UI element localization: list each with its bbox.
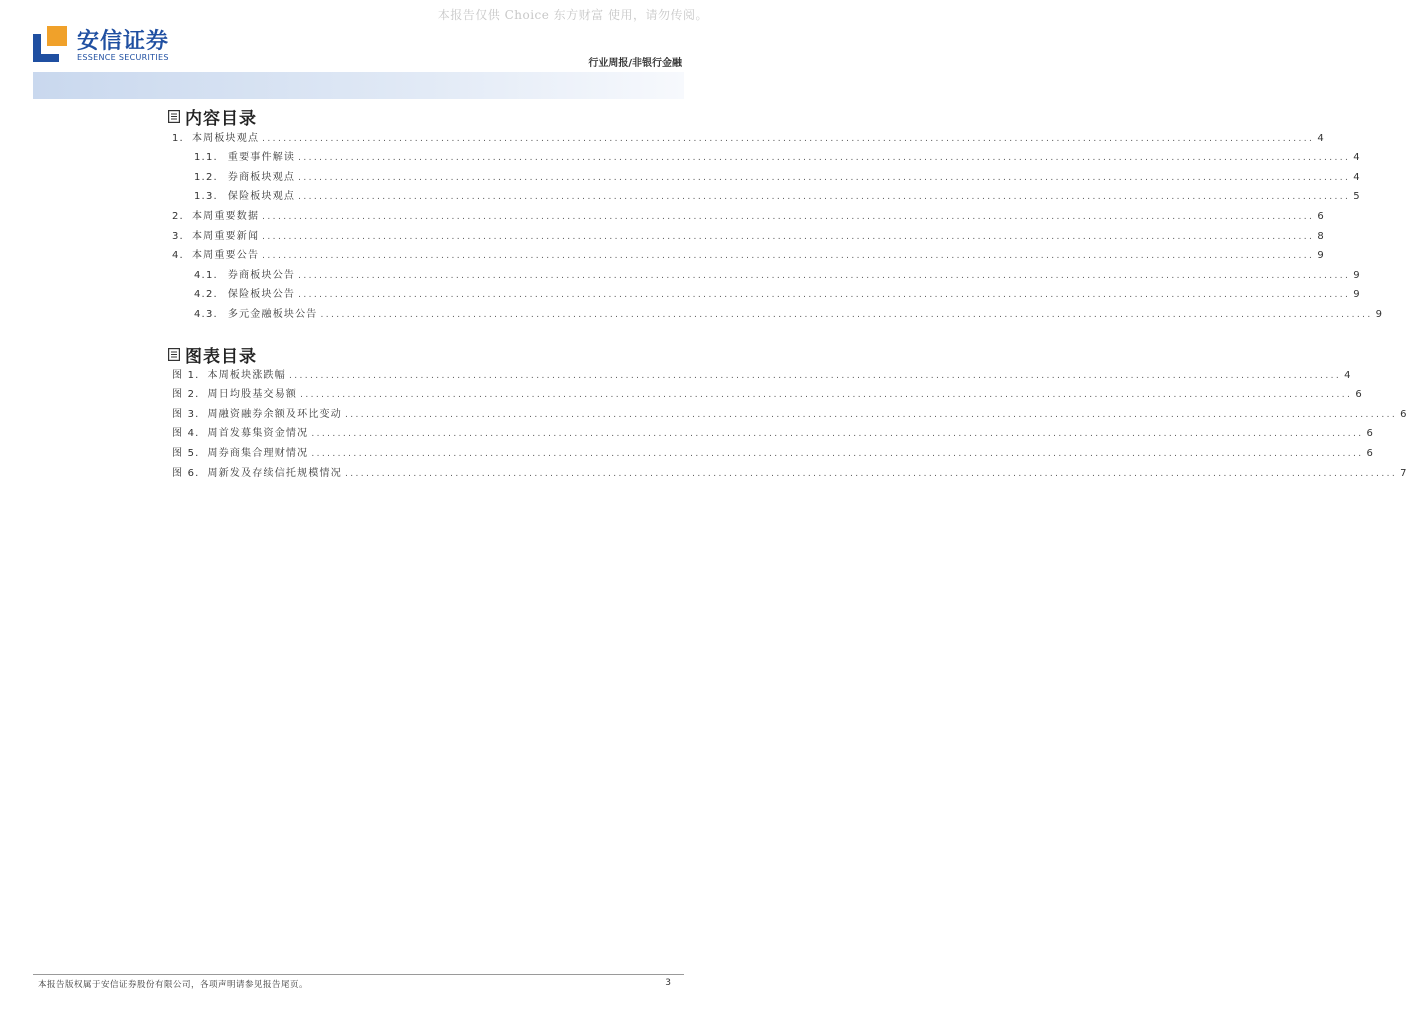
toc-entry-number: 图 6. bbox=[172, 467, 200, 479]
toc-entry-title: 本周重要公告 bbox=[191, 250, 260, 262]
toc-entry-title: 本周重要数据 bbox=[191, 210, 260, 222]
list-icon bbox=[168, 110, 180, 123]
footer-disclaimer: 本报告版权属于安信证券股份有限公司，各项声明请参见报告尾页。 bbox=[38, 980, 309, 990]
toc-entry-title: 周首发募集资金情况 bbox=[207, 428, 309, 440]
toc-entry-title: 周新发及存续信托规模情况 bbox=[207, 467, 342, 479]
toc-entry-page: 9 bbox=[1353, 269, 1360, 281]
toc-entry-number: 2. bbox=[172, 210, 184, 222]
toc-entry-page: 6 bbox=[1317, 210, 1324, 222]
toc-dot-leader: ........................................................................................................................................................................................................ bbox=[262, 133, 1315, 144]
toc-entry-page: 4 bbox=[1317, 132, 1324, 144]
contents-title: 内容目录 bbox=[185, 109, 257, 129]
footer-divider bbox=[33, 974, 684, 975]
toc-entry-page: 6 bbox=[1366, 447, 1373, 459]
figure-entry[interactable] bbox=[172, 422, 1373, 442]
figures-list bbox=[172, 363, 1406, 481]
toc-entry-page: 9 bbox=[1375, 308, 1383, 320]
toc-entry-title: 重要事件解读 bbox=[227, 152, 296, 164]
toc-dot-leader: ........................................................................................................................................................................................................ bbox=[300, 390, 1353, 401]
toc-entry-number: 图 2. bbox=[172, 389, 200, 401]
toc-entry-page: 7 bbox=[1400, 467, 1406, 479]
toc-entry-title: 券商板块观点 bbox=[227, 171, 296, 183]
figure-entry[interactable] bbox=[172, 383, 1362, 403]
toc-entry-number: 4.1. bbox=[194, 269, 218, 281]
toc-entry-number: 4.3. bbox=[194, 308, 218, 320]
toc-entry-number: 1.1. bbox=[194, 152, 218, 164]
report-type-label: 行业周报/非银行金融 bbox=[588, 58, 682, 69]
toc-entry-page: 6 bbox=[1355, 389, 1362, 401]
toc-entry-page: 6 bbox=[1366, 428, 1373, 440]
toc-entry[interactable] bbox=[172, 224, 1324, 244]
brand-name-en: ESSENCE SECURITIES bbox=[77, 53, 169, 62]
toc-entry-title: 周日均股基交易额 bbox=[207, 389, 298, 401]
list-icon bbox=[168, 348, 180, 361]
toc-entry-title: 保险板块公告 bbox=[227, 289, 296, 301]
toc-entry[interactable] bbox=[172, 185, 1360, 205]
toc-dot-leader: ........................................................................................................................................................................................................ bbox=[298, 192, 1351, 203]
brand-logo bbox=[33, 22, 233, 68]
brand-name-cn: 安信证券 bbox=[77, 29, 170, 54]
toc-entry-title: 周券商集合理财情况 bbox=[207, 447, 309, 459]
toc-entry-title: 本周板块涨跌幅 bbox=[207, 369, 286, 381]
toc-entry[interactable] bbox=[172, 126, 1324, 146]
toc-dot-leader: ........................................................................................................................................................................................................ bbox=[262, 211, 1315, 222]
figure-entry[interactable] bbox=[172, 363, 1351, 383]
toc-dot-leader: ........................................................................................................................................................................................................ bbox=[288, 370, 1342, 381]
contents-list bbox=[172, 126, 1383, 322]
toc-dot-leader: ........................................................................................................................................................................................................ bbox=[298, 270, 1351, 281]
toc-entry-title: 周融资融券余额及环比变动 bbox=[207, 408, 342, 420]
figure-entry[interactable] bbox=[172, 441, 1373, 461]
toc-entry-title: 多元金融板块公告 bbox=[227, 308, 318, 320]
toc-entry[interactable] bbox=[172, 244, 1324, 264]
toc-dot-leader: ........................................................................................................................................................................................................ bbox=[298, 172, 1351, 183]
toc-entry-page: 4 bbox=[1353, 152, 1360, 164]
toc-entry[interactable] bbox=[172, 263, 1360, 283]
watermark-text: 本报告仅供 Choice 东方财富 使用，请勿传阅。 bbox=[437, 8, 708, 22]
toc-dot-leader: ........................................................................................................................................................................................................ bbox=[344, 468, 1398, 479]
toc-entry-number: 1. bbox=[172, 132, 184, 144]
figure-entry[interactable] bbox=[172, 402, 1406, 422]
toc-entry[interactable] bbox=[172, 146, 1360, 166]
toc-entry-number: 3. bbox=[172, 230, 184, 242]
toc-entry-page: 6 bbox=[1400, 408, 1406, 420]
toc-entry[interactable] bbox=[172, 283, 1360, 303]
toc-dot-leader: ........................................................................................................................................................................................................ bbox=[262, 231, 1315, 242]
toc-dot-leader: ........................................................................................................................................................................................................ bbox=[298, 153, 1351, 164]
toc-entry-number: 1.3. bbox=[194, 191, 218, 203]
toc-entry-page: 9 bbox=[1353, 289, 1360, 301]
toc-dot-leader: ........................................................................................................................................................................................................ bbox=[320, 309, 1373, 320]
toc-entry-page: 4 bbox=[1344, 369, 1351, 381]
toc-entry-number: 图 3. bbox=[172, 408, 200, 420]
toc-entry-number: 图 4. bbox=[172, 428, 200, 440]
figure-entry[interactable] bbox=[172, 461, 1406, 481]
toc-dot-leader: ........................................................................................................................................................................................................ bbox=[262, 251, 1315, 262]
toc-entry-number: 4. bbox=[172, 250, 184, 262]
essence-logo-mark bbox=[33, 26, 67, 62]
toc-entry-title: 本周重要新闻 bbox=[191, 230, 260, 242]
toc-entry-page: 4 bbox=[1353, 171, 1360, 183]
toc-entry[interactable] bbox=[172, 302, 1383, 322]
toc-entry-page: 5 bbox=[1353, 191, 1360, 203]
toc-entry-title: 本周板块观点 bbox=[191, 132, 260, 144]
toc-entry-title: 券商板块公告 bbox=[227, 269, 296, 281]
toc-entry-title: 保险板块观点 bbox=[227, 191, 296, 203]
toc-entry-number: 4.2. bbox=[194, 289, 218, 301]
toc-entry-page: 8 bbox=[1317, 230, 1324, 242]
toc-entry-number: 图 5. bbox=[172, 447, 200, 459]
toc-entry[interactable] bbox=[172, 204, 1324, 224]
toc-entry-number: 1.2. bbox=[194, 171, 218, 183]
header-band bbox=[33, 72, 684, 99]
toc-dot-leader: ........................................................................................................................................................................................................ bbox=[344, 409, 1398, 420]
toc-entry-number: 图 1. bbox=[172, 369, 200, 381]
toc-dot-leader: ........................................................................................................................................................................................................ bbox=[298, 290, 1351, 301]
toc-dot-leader: ........................................................................................................................................................................................................ bbox=[311, 448, 1364, 459]
toc-entry[interactable] bbox=[172, 165, 1360, 185]
figures-title: 图表目录 bbox=[185, 347, 257, 367]
page-number: 3 bbox=[665, 978, 671, 988]
toc-dot-leader: ........................................................................................................................................................................................................ bbox=[311, 429, 1364, 440]
toc-entry-page: 9 bbox=[1317, 250, 1324, 262]
